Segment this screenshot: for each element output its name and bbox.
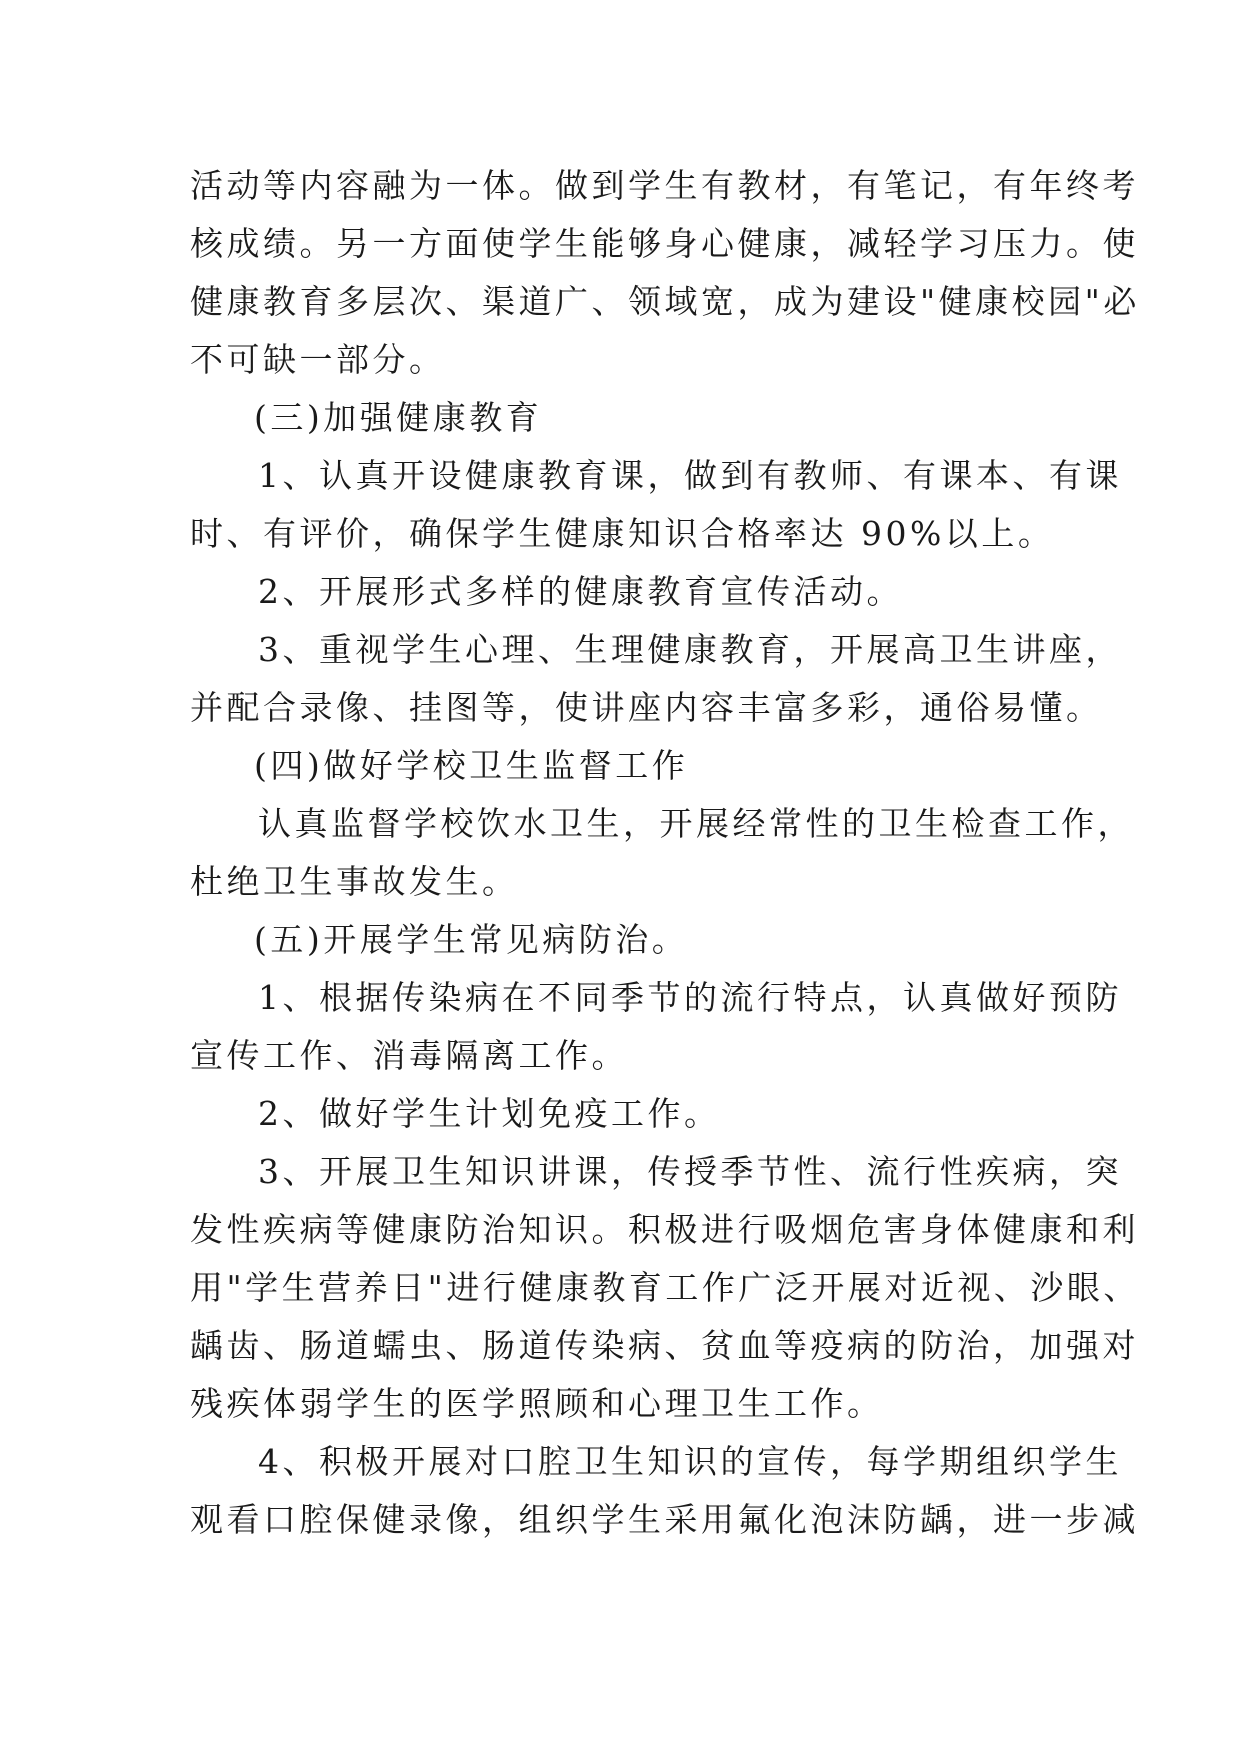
section-heading: (四)做好学校卫生监督工作 xyxy=(254,746,689,785)
paragraph-text: 认真监督学校饮水卫生，开展经常性的卫生检查工作， xyxy=(258,804,1134,843)
body-text-line: 发性疾病等健康防治知识。积极进行吸烟危害身体健康和利 xyxy=(190,1210,1139,1249)
body-text-line: 健康教育多层次、渠道广、领域宽，成为建设"健康校园"必 xyxy=(190,282,1140,321)
list-item-text: 3、重视学生心理、生理健康教育，开展高卫生讲座， xyxy=(258,630,1122,669)
body-text-line: 不可缺一部分。 xyxy=(190,340,446,379)
body-text-line: 并配合录像、挂图等，使讲座内容丰富多彩，通俗易懂。 xyxy=(190,688,1103,727)
body-text-line: 宣传工作、消毒隔离工作。 xyxy=(190,1036,628,1075)
list-item-text: 2、开展形式多样的健康教育宣传活动。 xyxy=(258,572,903,611)
body-text-line: 时、有评价，确保学生健康知识合格率达 90%以上。 xyxy=(190,514,1055,553)
body-text-line: 活动等内容融为一体。做到学生有教材，有笔记，有年终考 xyxy=(190,166,1139,205)
section-heading: (三)加强健康教育 xyxy=(254,398,543,437)
body-text-line: 用"学生营养日"进行健康教育工作广泛开展对近视、沙眼、 xyxy=(190,1268,1140,1307)
list-item-text: 2、做好学生计划免疫工作。 xyxy=(258,1094,721,1133)
section-heading: (五)开展学生常见病防治。 xyxy=(254,920,689,959)
body-text-line: 龋齿、肠道蠕虫、肠道传染病、贫血等疫病的防治，加强对 xyxy=(190,1326,1139,1365)
list-item-text: 4、积极开展对口腔卫生知识的宣传，每学期组织学生 xyxy=(258,1442,1122,1481)
list-item-text: 1、根据传染病在不同季节的流行特点，认真做好预防 xyxy=(258,978,1122,1017)
list-item-text: 1、认真开设健康教育课，做到有教师、有课本、有课 xyxy=(258,456,1122,495)
body-text-line: 残疾体弱学生的医学照顾和心理卫生工作。 xyxy=(190,1384,884,1423)
body-text-line: 杜绝卫生事故发生。 xyxy=(190,862,519,901)
list-item-text: 3、开展卫生知识讲课，传授季节性、流行性疾病，突 xyxy=(258,1152,1122,1191)
body-text-line: 核成绩。另一方面使学生能够身心健康，减轻学习压力。使 xyxy=(190,224,1139,263)
body-text-line: 观看口腔保健录像，组织学生采用氟化泡沫防龋，进一步减 xyxy=(190,1500,1139,1539)
